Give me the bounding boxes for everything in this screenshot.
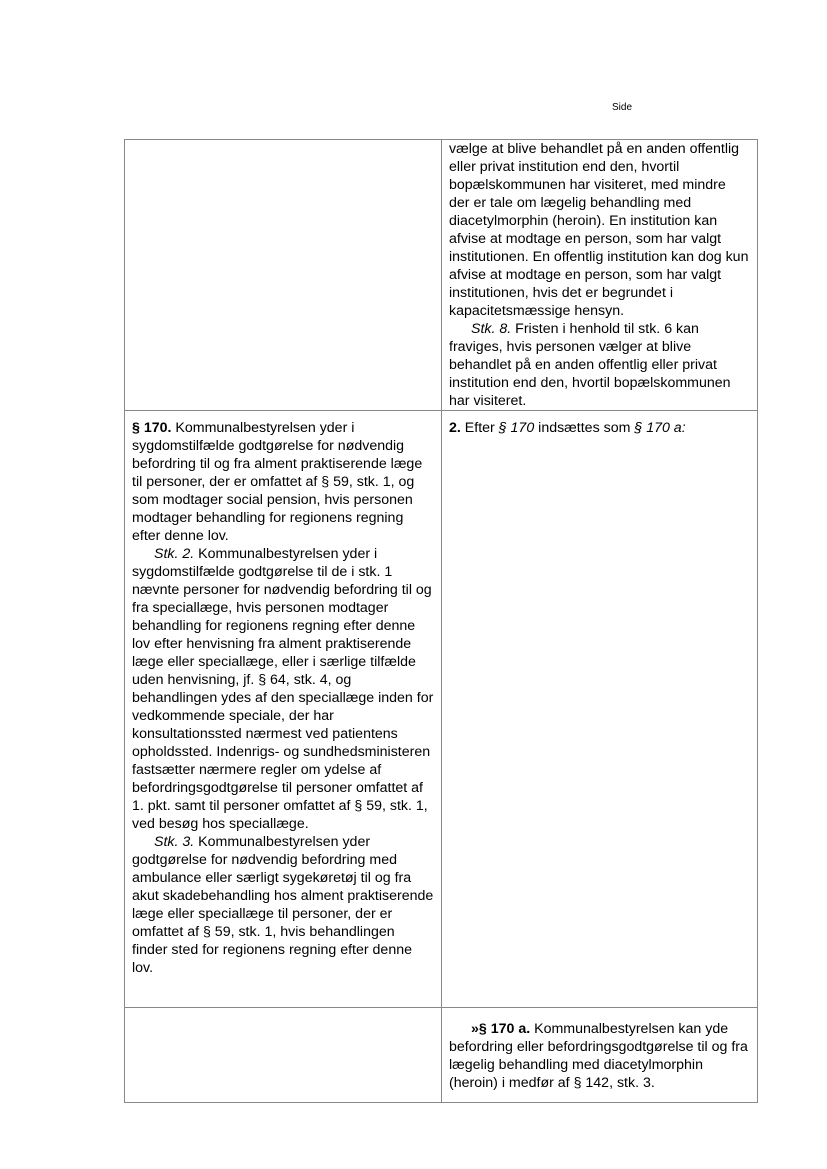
section-text: Kommunalbestyrelsen kan yde befordring eller befordringsgodtgørelse til og fra lægelig behandling med diacetylmorphin (heroin) i medfør af § 142, stk. 3. — [449, 1021, 748, 1091]
section-reference: § 170 a: — [634, 420, 686, 436]
stk-8-paragraph — [449, 320, 750, 410]
stk-2-paragraph — [132, 545, 434, 833]
section-label: »§ 170 a. — [471, 1021, 531, 1037]
stk-label: Stk. 8. — [471, 321, 512, 337]
stk-text: Kommunalbestyrelsen yder godtgørelse for nødvendig befordring med ambulance eller særligt sygekøretøj til og fra akut skadebehandling hos alment praktiserende læge eller speciallæge til personer, der er omfattet af § 59, stk. 1, hvis behandlingen finder sted for regionens regning efter denne lov. — [132, 834, 434, 976]
current-law-cell — [125, 1008, 442, 1103]
proposal-cell — [442, 411, 758, 1008]
current-law-cell — [125, 140, 442, 411]
current-law-cell — [125, 411, 442, 1008]
proposal-cell — [442, 1008, 758, 1103]
section-170-paragraph — [132, 419, 434, 545]
stk-label: Stk. 2. — [154, 546, 195, 562]
amendment-text: indsættes som — [534, 420, 635, 436]
table-row — [125, 140, 758, 411]
law-comparison-table — [124, 139, 758, 1103]
stk-text: Kommunalbestyrelsen yder i sygdomstilfælde godtgørelse til de i stk. 1 nævnte personer for nødvendig befordring til og fra speciallæge, hvis personen modtager behandling for regionens regning efter denne lov efter henvisning fra alment praktiserende læge eller speciallæge, eller i særlige tilfælde uden henvisning, jf. § 64, stk. 4, og behandlingen ydes af den speciallæge inden for vedkommende speciale, der har konsultationssted nærmest ved patientens opholdssted. Indenrigs- og sundhedsministeren fastsætter nærmere regler om ydelse af befordringsgodtgørelse til personer omfattet af 1. pkt. samt til personer omfattet af § 59, stk. 1, ved besøg hos speciallæge. — [132, 546, 434, 832]
amendment-number: 2. — [449, 420, 461, 436]
table-row — [125, 1008, 758, 1103]
page-header-label: Side — [612, 102, 633, 113]
section-text: Kommunalbestyrelsen yder i sygdomstilfælde godtgørelse for nødvendig befordring til og fra alment praktiserende læge til personer, der er omfattet af § 59, stk. 1, og som modtager social pension, hvis personen modtager behandling for regionens regning efter denne lov. — [132, 420, 423, 544]
stk-label: Stk. 3. — [154, 834, 195, 850]
section-label: § 170. — [132, 420, 172, 436]
amendment-text: Efter — [460, 420, 499, 436]
stk-3-paragraph — [132, 833, 434, 977]
section-reference: § 170 — [498, 420, 535, 436]
amendment-2-paragraph — [449, 419, 750, 437]
proposal-cell — [442, 140, 758, 411]
section-170a-paragraph — [449, 1020, 750, 1092]
paragraph-text: vælge at blive behandlet på en anden offentlig eller privat institution end den, hvortil bopælskommunen har visiteret, med mindre der er tale om lægelig behandling med diacetylmorphin (heroin). En institution kan afvise at modtage en person, som har valgt institutionen. En offentlig institution kan dog kun afvise at modtage en person, som har valgt institutionen, hvis det er begrundet i kapacitetsmæssige hensyn. — [449, 141, 749, 319]
stk-text: Fristen i henhold til stk. 6 kan fraviges, hvis personen vælger at blive behandlet på en anden offentlig eller privat institution end den, hvortil bopælskommunen har visiteret. — [449, 321, 731, 409]
table-row — [125, 411, 758, 1008]
